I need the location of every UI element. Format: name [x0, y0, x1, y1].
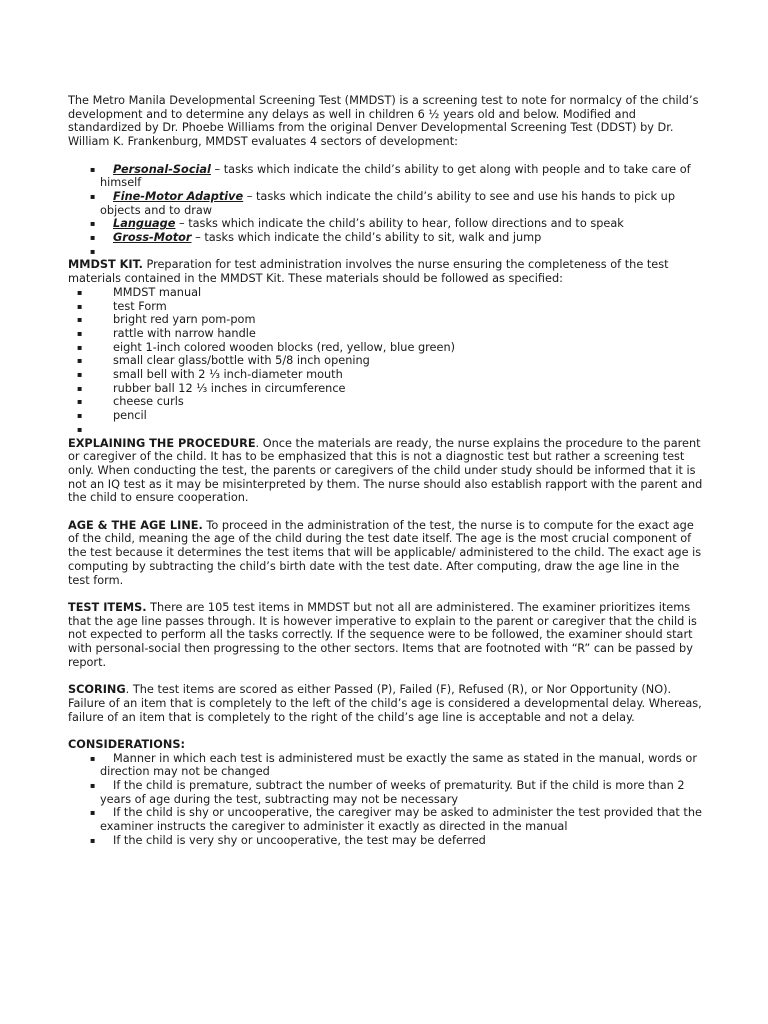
list-item: ▪ test Form: [77, 299, 167, 313]
list-item: ▪ cheese curls: [77, 395, 184, 409]
bullet-icon: ▪: [77, 287, 83, 297]
list-item: ▪ bright red yarn pom-pom: [77, 313, 256, 327]
bullet-icon: ▪: [90, 246, 96, 256]
sectors-list: [68, 163, 704, 259]
scoring-paragraph: SCORING. The test items are scored as either Passed (P), Failed (F), Refused (R), or Nor Opportunity (NO). Failure of an item that is completely to the left of the child’s age is considered a developmental delay. Whereas, failure of an item that is completely to the right of the child’s age line is acceptable and not a delay.: [68, 683, 702, 724]
bullet-icon: ▪: [77, 328, 83, 338]
bullet-icon: ▪: [77, 370, 83, 380]
bullet-icon: ▪: [77, 383, 83, 393]
section-heading: AGE & THE AGE LINE.: [68, 518, 203, 532]
section-heading: MMDST KIT.: [68, 258, 143, 272]
bullet-icon: ▪: [90, 753, 96, 763]
list-item: ▪ Fine-Motor Adaptive – tasks which indicate the child’s ability to see and use his hands to pick up objects and to draw: [68, 190, 704, 217]
bullet-icon: ▪: [77, 424, 83, 434]
bullet-icon: ▪: [90, 835, 96, 845]
list-item: ▪ Language – tasks which indicate the child’s ability to hear, follow directions and to speak: [68, 217, 704, 231]
procedure-paragraph: EXPLAINING THE PROCEDURE. Once the materials are ready, the nurse explains the procedure to the parent or caregiver of the child. It has to be emphasized that this is not a diagnostic test but rather a screening test only. When conducting the test, the parents or caregivers of the child under study should be informed that it is not an IQ test as it may be misinterpreted by them. The nurse should also establish rapport with the parent and the child to ensure cooperation.: [68, 436, 703, 505]
bullet-icon: ▪: [90, 781, 96, 791]
kit-list: [68, 286, 704, 437]
list-item: ▪ rubber ball 12 ⅓ inches in circumference: [77, 381, 346, 395]
list-item: ▪ MMDST manual: [77, 285, 202, 299]
list-item: ▪ small clear glass/bottle with 5/8 inch opening: [77, 354, 370, 368]
list-item-empty: [68, 423, 704, 437]
list-item: ▪ Manner in which each test is administered must be exactly the same as stated in the manual, words or direction may not be changed: [68, 752, 704, 779]
list-item: ▪ Personal-Social – tasks which indicate the child’s ability to get along with people and to take care of himself: [68, 163, 704, 190]
bullet-icon: ▪: [90, 164, 96, 174]
bullet-icon: ▪: [77, 397, 83, 407]
document-page: [68, 94, 704, 848]
bullet-icon: ▪: [77, 301, 83, 311]
bullet-icon: ▪: [77, 315, 83, 325]
kit-paragraph: MMDST KIT. Preparation for test administration involves the nurse ensuring the completeness of the test materials contained in the MMDST Kit. These materials should be followed as specified:: [68, 258, 669, 286]
test-items-paragraph: TEST ITEMS. There are 105 test items in MMDST but not all are administered. The examiner prioritizes items that the age line passes through. It is however imperative to explain to the parent or caregiver that the child is not expected to perform all the tasks correctly. If the sequence were to be followed, the examiner should start with personal-social then progressing to the other sectors. Items that are footnoted with “R” can be passed by report.: [68, 600, 697, 669]
list-item: ▪ If the child is premature, subtract the number of weeks of prematurity. But if the child is more than 2 years of age during the test, subtracting may not be necessary: [68, 779, 704, 806]
list-item: ▪ rattle with narrow handle: [77, 326, 256, 340]
list-item: ▪ If the child is very shy or uncooperative, the test may be deferred: [68, 834, 704, 848]
bullet-icon: ▪: [90, 191, 96, 201]
ageline-paragraph: AGE & THE AGE LINE. To proceed in the administration of the test, the nurse is to compute for the exact age of the child, meaning the age of the child during the test date itself. The age is the most crucial component of the test because it determines the test items that will be applicable/ administered to the child. The exact age is computing by subtracting the child’s birth date with the test date. After computing, draw the age line in the test form.: [68, 518, 702, 587]
list-item: ▪ Gross-Motor – tasks which indicate the child’s ability to sit, walk and jump: [68, 231, 704, 245]
list-item: ▪ pencil: [77, 409, 147, 423]
section-heading: TEST ITEMS.: [68, 600, 147, 614]
section-heading: EXPLAINING THE PROCEDURE: [68, 436, 256, 450]
list-item: ▪ eight 1-inch colored wooden blocks (red, yellow, blue green): [77, 340, 456, 354]
considerations-list: [68, 752, 704, 848]
intro-paragraph: The Metro Manila Developmental Screening Test (MMDST) is a screening test to note for normalcy of the child’s development and to determine any delays as well in children 6 ½ years old and below. Modified and standardized by Dr. Phoebe Williams from the original Denver Developmental Screening Test (DDST) by Dr. William K. Frankenburg, MMDST evaluates 4 sectors of development:: [68, 94, 699, 149]
list-item: ▪ If the child is shy or uncooperative, the caregiver may be asked to administer the test provided that the examiner instructs the caregiver to administer it exactly as directed in the manual: [68, 806, 704, 833]
bullet-icon: ▪: [77, 356, 83, 366]
list-item-empty: [68, 245, 704, 259]
bullet-icon: ▪: [77, 342, 83, 352]
bullet-icon: ▪: [90, 233, 96, 243]
section-heading: CONSIDERATIONS:: [68, 737, 185, 751]
bullet-icon: ▪: [77, 411, 83, 421]
bullet-icon: ▪: [90, 219, 96, 229]
bullet-icon: ▪: [90, 808, 96, 818]
list-item: ▪ small bell with 2 ⅓ inch-diameter mouth: [77, 368, 343, 382]
section-heading: SCORING: [68, 683, 126, 697]
